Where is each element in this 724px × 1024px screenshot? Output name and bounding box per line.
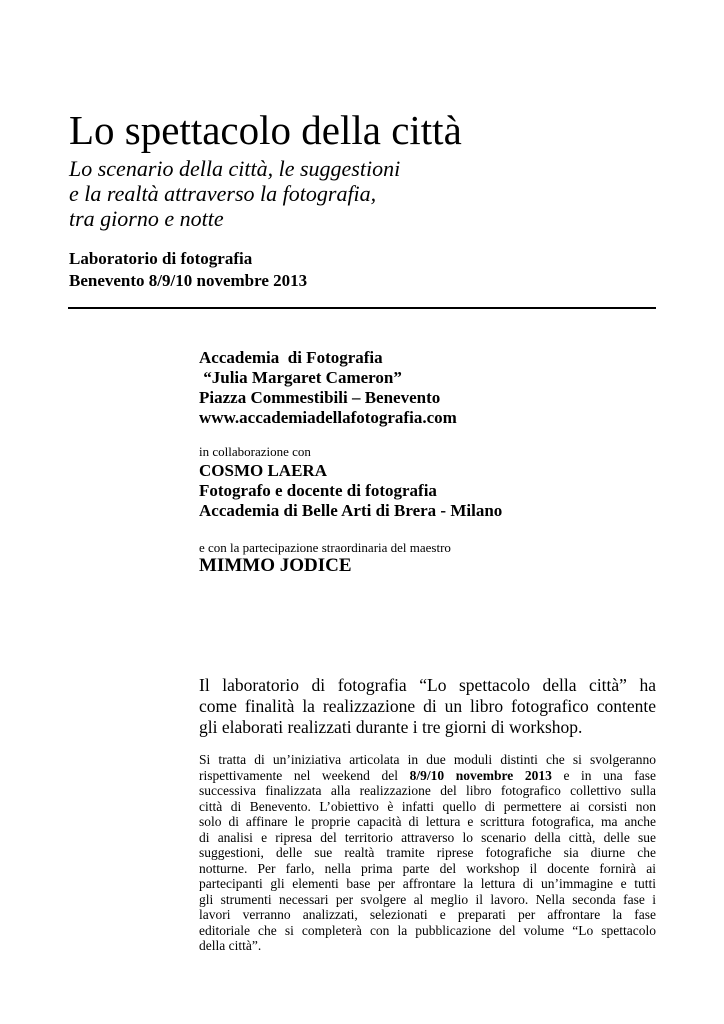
intro-line: gli elaborati realizzati durante i tre giorni di workshop. (199, 717, 583, 737)
body-line: gli strumenti necessari per svolgere al meglio il lavoro. Nella seconda fase i (199, 891, 656, 907)
body-line: notturne. Per farlo, nella prima parte del workshop il docente fornirà ai (199, 860, 656, 876)
organizer-website: www.accademiadellafotografia.com (199, 408, 457, 427)
page-title: Lo spettacolo della città (69, 107, 462, 153)
body-text-run: e in una fase (551, 767, 656, 783)
organizer-subname: “Julia Margaret Cameron” (199, 368, 402, 387)
intro-paragraph (199, 675, 656, 738)
collaborator-role: Fotografo e docente di fotografia (199, 481, 437, 500)
intro-line: come finalità la realizzazione di un libro fotografico contente (199, 696, 656, 716)
horizontal-divider (68, 307, 656, 309)
subtitle-line: tra giorno e notte (69, 206, 224, 231)
collaboration-intro: in collaborazione con (199, 444, 311, 459)
body-line: Si tratta di un’iniziativa articolata in due moduli distinti che si svolgeranno (199, 752, 656, 767)
subtitle (69, 156, 400, 231)
subtitle-line: Lo scenario della città, le suggestioni (69, 156, 401, 181)
body-text-run: rispettivamente nel weekend del (199, 767, 410, 783)
event-info (69, 248, 307, 292)
organizer-name: Accademia di Fotografia (199, 348, 383, 367)
collaborator-institution: Accademia di Belle Arti di Brera - Milano (199, 501, 503, 520)
body-line: città di Benevento. L’obiettivo è infatti quello di permettere ai corsisti non (199, 798, 656, 814)
body-paragraph (199, 752, 656, 954)
body-line: successiva finalizzata alla realizzazione del libro fotografico collettivo sulla (199, 783, 656, 798)
organizer-address: Piazza Commestibili – Benevento (199, 388, 441, 407)
subtitle-line: e la realtà attraverso la fotografia, (69, 181, 377, 206)
organizer-block (199, 348, 457, 428)
body-line: partecipanti gli elementi base per affrontare la lettura di un’immagine e tutti (199, 876, 656, 891)
intro-line: Il laboratorio di fotografia “Lo spettacolo della città” ha (199, 675, 656, 695)
event-name: Laboratorio di fotografia (69, 249, 253, 268)
event-dates-bold: 8/9/10 novembre 2013 (409, 767, 552, 783)
body-line: solo di affinare le proprie capacità di lettura e scrittura fotografica, ma anche (199, 814, 656, 829)
body-line: di analisi e ripresa del territorio attraverso lo scenario della città, delle sue (199, 829, 656, 845)
event-place-date: Benevento 8/9/10 novembre 2013 (69, 271, 308, 290)
body-line: editoriale che si completerà con la pubblicazione del volume “Lo spettacolo (199, 922, 656, 938)
body-line: della città”. (199, 938, 262, 953)
body-line: lavori verranno analizzati, selezionati e preparati per affrontare la fase (199, 907, 656, 922)
collaborator-block (199, 461, 502, 521)
body-line (199, 768, 656, 784)
collaborator-name: COSMO LAERA (199, 461, 327, 480)
guest-name: MIMMO JODICE (199, 555, 352, 576)
body-line: suggestioni, delle sue realtà tramite riprese fotografiche sia diurne che (199, 845, 656, 860)
participation-intro: e con la partecipazione straordinaria del maestro (199, 540, 451, 555)
